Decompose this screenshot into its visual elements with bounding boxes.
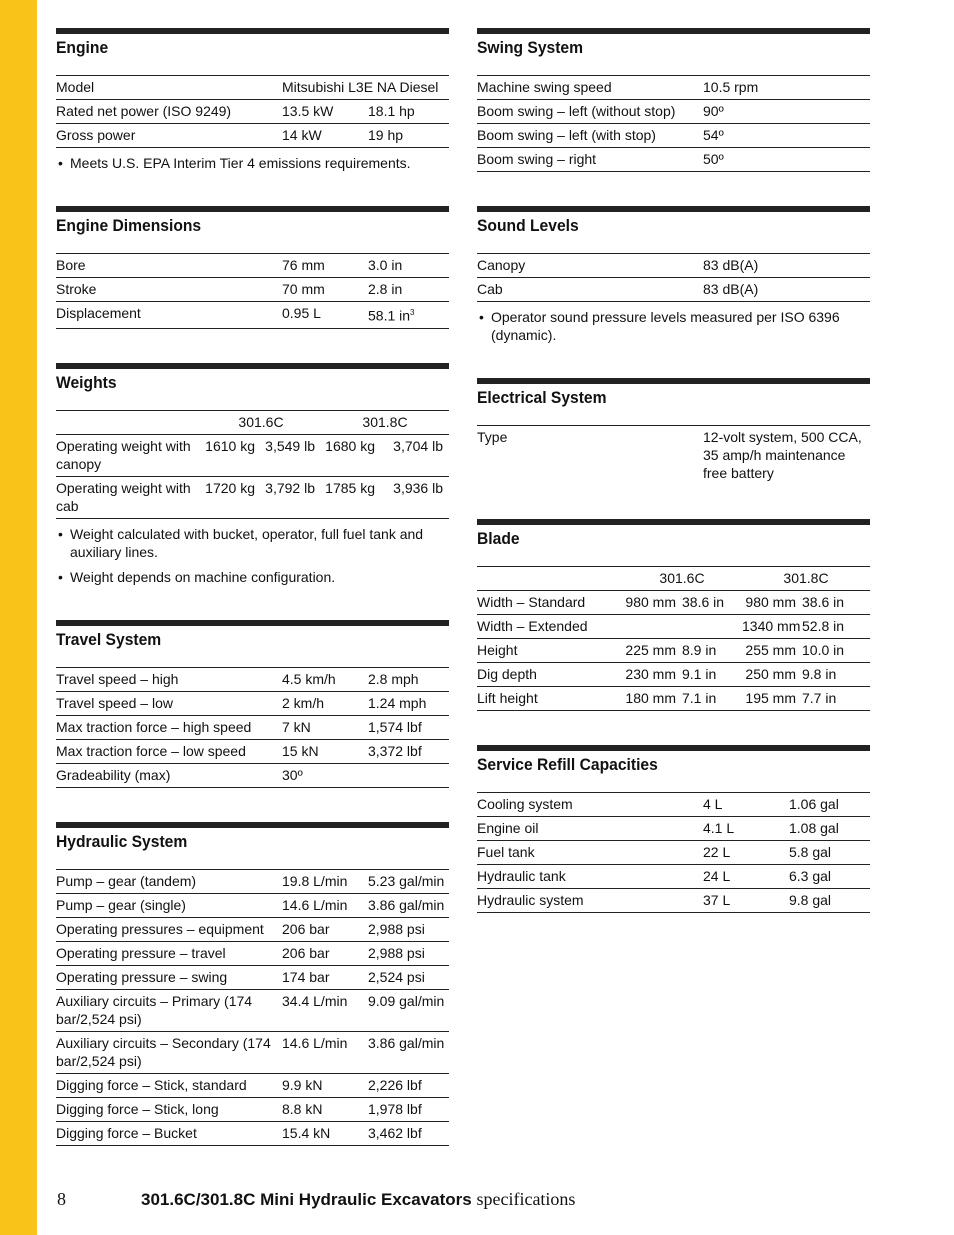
service-refill-section — [477, 745, 870, 913]
row-value-metric: 13.5 kW — [282, 103, 334, 119]
table-row — [477, 615, 870, 639]
row-value-imperial: 3.0 in — [368, 257, 403, 273]
blade-table — [477, 566, 870, 711]
engine-notes — [56, 154, 449, 172]
row-value-imperial: 3.86 gal/min — [368, 896, 445, 913]
row-label: Cooling system — [477, 796, 573, 812]
row-value-metric: 19.8 L/min — [282, 872, 348, 889]
cell: 1610 kg — [205, 437, 255, 454]
row-label: Gross power — [56, 127, 136, 143]
row-value-imperial: 2,988 psi — [368, 944, 425, 961]
row-label: Operating weight with canopy — [56, 437, 191, 472]
row-value-imperial: 3,462 lbf — [368, 1124, 422, 1141]
row-value-metric: 37 L — [703, 892, 731, 908]
swing-system-section — [477, 28, 870, 172]
table-row — [477, 100, 870, 124]
engine-table — [56, 75, 449, 148]
row-label: Operating pressure – travel — [56, 944, 226, 961]
row-value-imperial: 3,372 lbf — [368, 742, 422, 759]
row-value-metric: 174 bar — [282, 968, 330, 985]
row-value-metric: 8.8 kN — [282, 1100, 323, 1117]
row-value-metric: 206 bar — [282, 920, 330, 937]
cell: 1720 kg — [205, 479, 255, 496]
cell: 980 mm — [625, 594, 676, 610]
section-title: Electrical System — [477, 388, 607, 407]
table-row — [56, 715, 449, 739]
row-label: Digging force – Stick, long — [56, 1100, 219, 1117]
page-number: 8 — [57, 1189, 66, 1209]
row-value-imperial: 5.23 gal/min — [368, 872, 445, 889]
row-label: Boom swing – right — [477, 151, 597, 167]
row-value: 12-volt system, 500 CCA, 35 amp/h maintenance free battery — [703, 429, 862, 481]
cell: 980 mm — [745, 594, 796, 610]
row-value-metric: 206 bar — [282, 944, 330, 961]
table-row — [56, 989, 449, 1031]
row-value-imperial: 9.8 gal — [789, 892, 832, 908]
row-label: Operating weight with cab — [56, 479, 191, 514]
row-value-imperial: 1,978 lbf — [368, 1100, 422, 1117]
cell: 38.6 in — [682, 594, 725, 610]
row-value-imperial: 1,574 lbf — [368, 718, 422, 735]
row-value-imperial: 1.06 gal — [789, 796, 839, 812]
row-value-metric: 0.95 L — [282, 305, 321, 321]
note-item: • Weight depends on machine configuration. — [56, 568, 449, 586]
row-value-metric: 4 L — [703, 796, 723, 812]
row-label: Operating pressures – equipment — [56, 920, 264, 937]
column-header: 301.6C — [659, 570, 705, 586]
cell: 230 mm — [625, 666, 676, 682]
table-row — [56, 1073, 449, 1097]
row-value-imperial: 1.24 mph — [368, 694, 427, 711]
row-label: Type — [477, 429, 508, 445]
row-value-imperial: 1.08 gal — [789, 820, 839, 836]
footer-subtitle: specifications — [476, 1189, 576, 1209]
table-row — [56, 278, 449, 302]
table-row — [56, 869, 449, 893]
sound-notes — [477, 308, 870, 344]
cell — [682, 615, 742, 639]
table-header-row — [477, 567, 870, 591]
table-row — [477, 663, 870, 687]
row-label: Stroke — [56, 281, 97, 297]
row-label: Height — [477, 642, 518, 658]
cell: 3,792 lb — [265, 479, 315, 496]
row-value-imperial: 6.3 gal — [789, 868, 832, 884]
table-row — [56, 476, 449, 518]
cell: 7.7 in — [802, 690, 837, 706]
row-label: Digging force – Bucket — [56, 1124, 197, 1141]
row-label: Engine oil — [477, 820, 539, 836]
row-value: 90º — [703, 103, 724, 119]
table-row — [477, 793, 870, 817]
row-value-metric: 22 L — [703, 844, 731, 860]
row-label: Hydraulic system — [477, 892, 584, 908]
row-label: Travel speed – high — [56, 670, 179, 687]
row-value: 54º — [703, 127, 724, 143]
cell: 9.1 in — [682, 666, 717, 682]
left-column — [56, 28, 449, 1180]
row-value: Mitsubishi L3E NA Diesel — [282, 79, 439, 95]
row-label: Pump – gear (tandem) — [56, 872, 197, 889]
cell: 52.8 in — [802, 618, 845, 634]
row-value-imperial — [368, 302, 449, 329]
cell: 225 mm — [625, 642, 676, 658]
row-label: Dig depth — [477, 666, 537, 682]
table-row — [56, 1031, 449, 1073]
row-label: Operating pressure – swing — [56, 968, 228, 985]
sound-levels-section — [477, 206, 870, 344]
row-value: 83 dB(A) — [703, 281, 759, 297]
cell: 7.1 in — [682, 690, 717, 706]
table-row — [56, 917, 449, 941]
table-row — [56, 100, 449, 124]
section-title: Engine Dimensions — [56, 216, 202, 235]
cell — [622, 615, 682, 639]
note-item: • Weight calculated with bucket, operator, full fuel tank and auxiliary lines. — [56, 525, 449, 561]
cell: 1785 kg — [325, 479, 375, 496]
column-header: 301.8C — [362, 413, 408, 430]
row-label: Max traction force – low speed — [56, 742, 246, 759]
row-label: Fuel tank — [477, 844, 535, 860]
blade-section — [477, 519, 870, 711]
row-label: Boom swing – left (with stop) — [477, 127, 656, 143]
row-value-metric: 34.4 L/min — [282, 992, 348, 1009]
travel-system-section — [56, 620, 449, 788]
row-label: Auxiliary circuits – Primary (174 bar/2,524 psi) — [56, 992, 253, 1027]
row-value-metric: 70 mm — [282, 281, 325, 297]
table-row — [477, 148, 870, 172]
cell: 255 mm — [745, 642, 796, 658]
section-title: Swing System — [477, 38, 584, 57]
row-value-imperial: 2,988 psi — [368, 920, 425, 937]
refill-table — [477, 792, 870, 913]
row-value-metric: 7 kN — [282, 718, 311, 735]
note-item: • Meets U.S. EPA Interim Tier 4 emissions requirements. — [56, 154, 449, 172]
weights-notes — [56, 525, 449, 586]
electrical-table — [477, 425, 870, 485]
swing-table — [477, 75, 870, 172]
table-row — [477, 687, 870, 711]
table-row — [56, 965, 449, 989]
electrical-system-section — [477, 378, 870, 485]
row-value-metric: 14 kW — [282, 127, 322, 143]
engine-section — [56, 28, 449, 172]
row-value-imperial: 2.8 mph — [368, 670, 419, 687]
section-title: Travel System — [56, 629, 162, 649]
cell: 8.9 in — [682, 642, 717, 658]
table-row — [56, 941, 449, 965]
row-label: Width – Extended — [477, 618, 588, 634]
travel-table — [56, 667, 449, 788]
row-label: Rated net power (ISO 9249) — [56, 103, 232, 119]
weights-section — [56, 363, 449, 586]
row-value-imperial: 2.8 in — [368, 281, 403, 297]
table-row — [477, 889, 870, 913]
cell: 38.6 in — [802, 594, 845, 610]
row-label: Bore — [56, 257, 86, 273]
row-value-imperial: 2,226 lbf — [368, 1076, 422, 1093]
row-label: Boom swing – left (without stop) — [477, 103, 676, 119]
row-value: 50º — [703, 151, 724, 167]
section-title: Blade — [477, 529, 520, 548]
row-label: Canopy — [477, 257, 526, 273]
footer-title-text: 301.6C/301.8C Mini Hydraulic Excavators — [141, 1190, 472, 1209]
table-row — [477, 817, 870, 841]
row-value-imperial: 3.86 gal/min — [368, 1034, 445, 1051]
row-label: Machine swing speed — [477, 79, 612, 95]
row-label: Model — [56, 79, 95, 95]
row-value-imperial: 19 hp — [368, 127, 404, 143]
table-row — [56, 1097, 449, 1121]
row-value-imperial: 2,524 psi — [368, 968, 425, 985]
table-row — [56, 739, 449, 763]
row-label: Auxiliary circuits – Secondary (174 bar/2,524 psi) — [56, 1034, 271, 1069]
row-value: 10.5 rpm — [703, 79, 759, 95]
engine-dimensions-section — [56, 206, 449, 329]
cell: 3,549 lb — [265, 437, 315, 454]
table-row — [56, 302, 449, 329]
cell: 1340 mm — [742, 618, 801, 634]
row-value-metric: 2 km/h — [282, 694, 325, 711]
table-row — [477, 278, 870, 302]
cell: 180 mm — [625, 690, 676, 706]
row-value-metric: 14.6 L/min — [282, 896, 348, 913]
table-row — [56, 254, 449, 278]
hydraulic-table — [56, 869, 449, 1146]
row-label: Digging force – Stick, standard — [56, 1076, 247, 1093]
table-row — [56, 691, 449, 715]
sound-table — [477, 253, 870, 302]
column-header: 301.6C — [238, 413, 284, 430]
row-value-metric: 30º — [282, 766, 303, 783]
cell: 9.8 in — [802, 666, 837, 682]
section-title: Service Refill Capacities — [477, 755, 658, 774]
right-column — [477, 28, 870, 947]
table-row — [477, 639, 870, 663]
table-row — [477, 254, 870, 278]
table-row — [56, 434, 449, 476]
row-value-metric: 4.5 km/h — [282, 670, 336, 687]
note-item: • Operator sound pressure levels measured per ISO 6396 (dynamic). — [477, 308, 870, 344]
row-value-metric: 24 L — [703, 868, 731, 884]
row-value-metric: 15 kN — [282, 742, 319, 759]
cell: 1680 kg — [325, 437, 375, 454]
row-value-imperial: 9.09 gal/min — [368, 992, 445, 1009]
table-row — [56, 667, 449, 691]
row-value-imperial: 5.8 gal — [789, 844, 832, 860]
table-row — [477, 426, 870, 486]
footer-title — [141, 1189, 575, 1210]
yellow-margin-bar — [0, 0, 37, 1235]
cell: 3,936 lb — [393, 479, 443, 496]
table-row — [56, 1121, 449, 1145]
section-title: Hydraulic System — [56, 831, 188, 851]
table-row — [56, 893, 449, 917]
row-label: Displacement — [56, 305, 141, 321]
table-row — [477, 124, 870, 148]
value-text: 58.1 in — [368, 307, 411, 324]
cell: 10.0 in — [802, 642, 845, 658]
row-value-metric: 4.1 L — [703, 820, 735, 836]
weights-table — [56, 410, 449, 519]
row-value-metric: 9.9 kN — [282, 1076, 323, 1093]
row-label: Lift height — [477, 690, 538, 706]
table-row — [477, 76, 870, 100]
section-title: Sound Levels — [477, 216, 579, 235]
row-value-imperial: 18.1 hp — [368, 103, 415, 119]
section-title: Engine — [56, 38, 109, 57]
engine-dimensions-table — [56, 253, 449, 329]
section-title: Weights — [56, 372, 117, 392]
row-value-metric: 76 mm — [282, 257, 325, 273]
table-row — [56, 76, 449, 100]
row-value: 83 dB(A) — [703, 257, 759, 273]
row-label: Cab — [477, 281, 503, 297]
superscript: 3 — [410, 308, 415, 317]
table-row — [477, 865, 870, 889]
cell: 3,704 lb — [393, 437, 443, 454]
table-row — [477, 841, 870, 865]
cell: 195 mm — [745, 690, 796, 706]
row-value-metric: 15.4 kN — [282, 1124, 331, 1141]
row-value-metric: 14.6 L/min — [282, 1034, 348, 1051]
table-row — [477, 591, 870, 615]
table-row — [56, 763, 449, 787]
row-label: Travel speed – low — [56, 694, 173, 711]
row-value-imperial — [368, 763, 449, 787]
row-label: Hydraulic tank — [477, 868, 566, 884]
table-row — [56, 124, 449, 148]
hydraulic-system-section — [56, 822, 449, 1146]
row-label: Pump – gear (single) — [56, 896, 186, 913]
row-label: Max traction force – high speed — [56, 718, 252, 735]
cell: 250 mm — [745, 666, 796, 682]
table-header-row — [56, 410, 449, 434]
column-header: 301.8C — [783, 570, 829, 586]
row-label: Gradeability (max) — [56, 766, 171, 783]
row-label: Width – Standard — [477, 594, 586, 610]
